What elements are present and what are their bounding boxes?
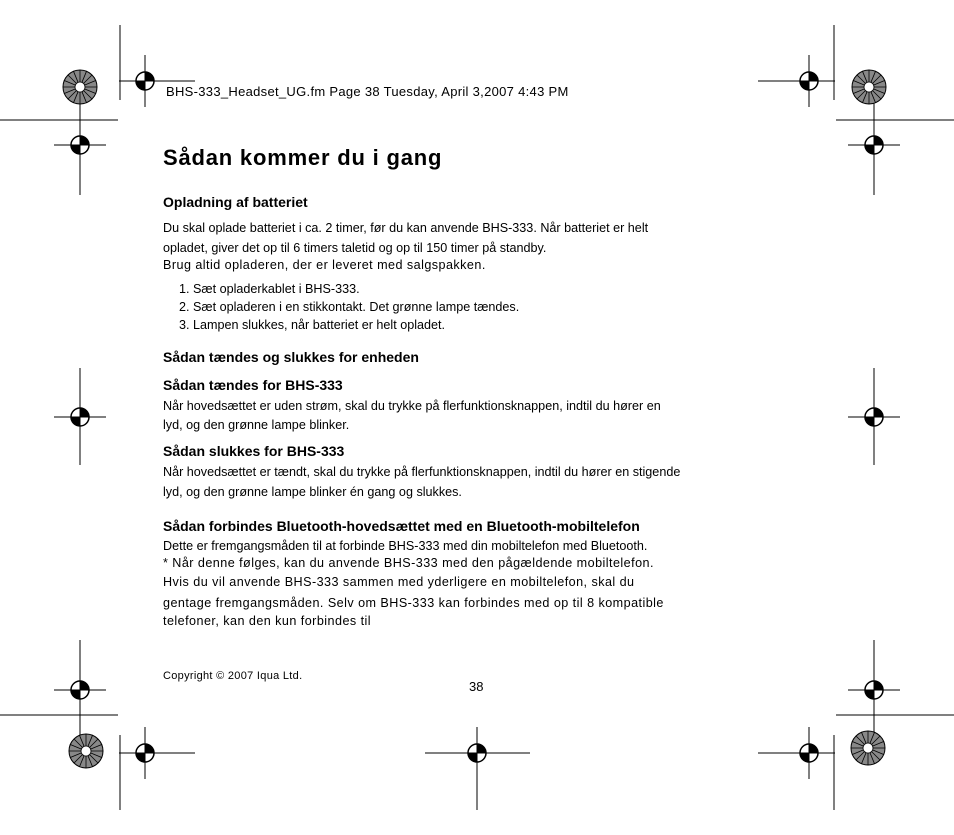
registration-target-icon <box>54 119 106 171</box>
power-on-line-2: lyd, og den grønne lampe blinker. <box>163 418 350 432</box>
charging-heading: Opladning af batteriet <box>163 194 308 210</box>
color-disc-icon <box>63 70 97 104</box>
registration-target-icon <box>54 664 106 716</box>
registration-target-icon <box>119 55 171 107</box>
page-title: Sådan kommer du i gang <box>163 145 443 170</box>
power-on-heading: Sådan tændes for BHS-333 <box>163 377 343 393</box>
copyright: Copyright © 2007 Iqua Ltd. <box>163 670 303 682</box>
charging-line-2: opladet, giver det op til 6 timers taletid og op til 150 timer på standby. <box>163 241 547 255</box>
color-disc-icon <box>69 734 103 768</box>
pairing-line-3: Hvis du vil anvende BHS-333 sammen med yderligere en mobiltelefon, skal du <box>163 575 635 589</box>
pairing-heading: Sådan forbindes Bluetooth-hovedsættet med en Bluetooth-mobiltelefon <box>163 518 640 534</box>
power-off-line-2: lyd, og den grønne lampe blinker én gang og slukkes. <box>163 485 462 499</box>
charging-steps <box>179 280 519 334</box>
pairing-line-1: Dette er fremgangsmåden til at forbinde BHS-333 med din mobiltelefon med Bluetooth. <box>163 539 648 553</box>
list-item: 3. Lampen slukkes, når batteriet er helt opladet. <box>179 318 446 332</box>
registration-target-icon <box>54 391 106 443</box>
registration-target-icon <box>848 664 900 716</box>
registration-target-icon <box>783 55 835 107</box>
registration-target-icon <box>783 727 835 779</box>
registration-target-icon <box>451 727 503 779</box>
page-number: 38 <box>469 679 484 694</box>
power-off-line-1: Når hovedsættet er tændt, skal du trykke på flerfunktionsknappen, indtil du hører en stigende <box>163 465 681 479</box>
registration-target-icon <box>848 391 900 443</box>
pairing-line-2: * Når denne følges, kan du anvende BHS-333 med den pågældende mobiltelefon. <box>163 556 654 570</box>
charging-line-3: Brug altid opladeren, der er leveret med salgspakken. <box>163 258 486 272</box>
color-disc-icon <box>852 70 886 104</box>
pairing-line-4: gentage fremgangsmåden. Selv om BHS-333 kan forbindes med op til 8 kompatible <box>163 596 664 610</box>
color-disc-icon <box>851 731 885 765</box>
charging-line-1: Du skal oplade batteriet i ca. 2 timer, før du kan anvende BHS-333. Når batteriet er helt <box>163 221 649 235</box>
registration-target-icon <box>848 119 900 171</box>
list-item: 1. Sæt opladerkablet i BHS-333. <box>179 282 360 296</box>
power-heading: Sådan tændes og slukkes for enheden <box>163 349 419 365</box>
registration-target-icon <box>119 727 171 779</box>
page-slug: BHS-333_Headset_UG.fm Page 38 Tuesday, April 3,2007 4:43 PM <box>166 84 569 99</box>
power-on-line-1: Når hovedsættet er uden strøm, skal du trykke på flerfunktionsknappen, indtil du hører en <box>163 399 661 413</box>
list-item: 2. Sæt opladeren i en stikkontakt. Det grønne lampe tændes. <box>179 300 520 314</box>
power-off-heading: Sådan slukkes for BHS-333 <box>163 443 345 459</box>
pairing-line-5: telefoner, kan den kun forbindes til <box>163 614 372 628</box>
